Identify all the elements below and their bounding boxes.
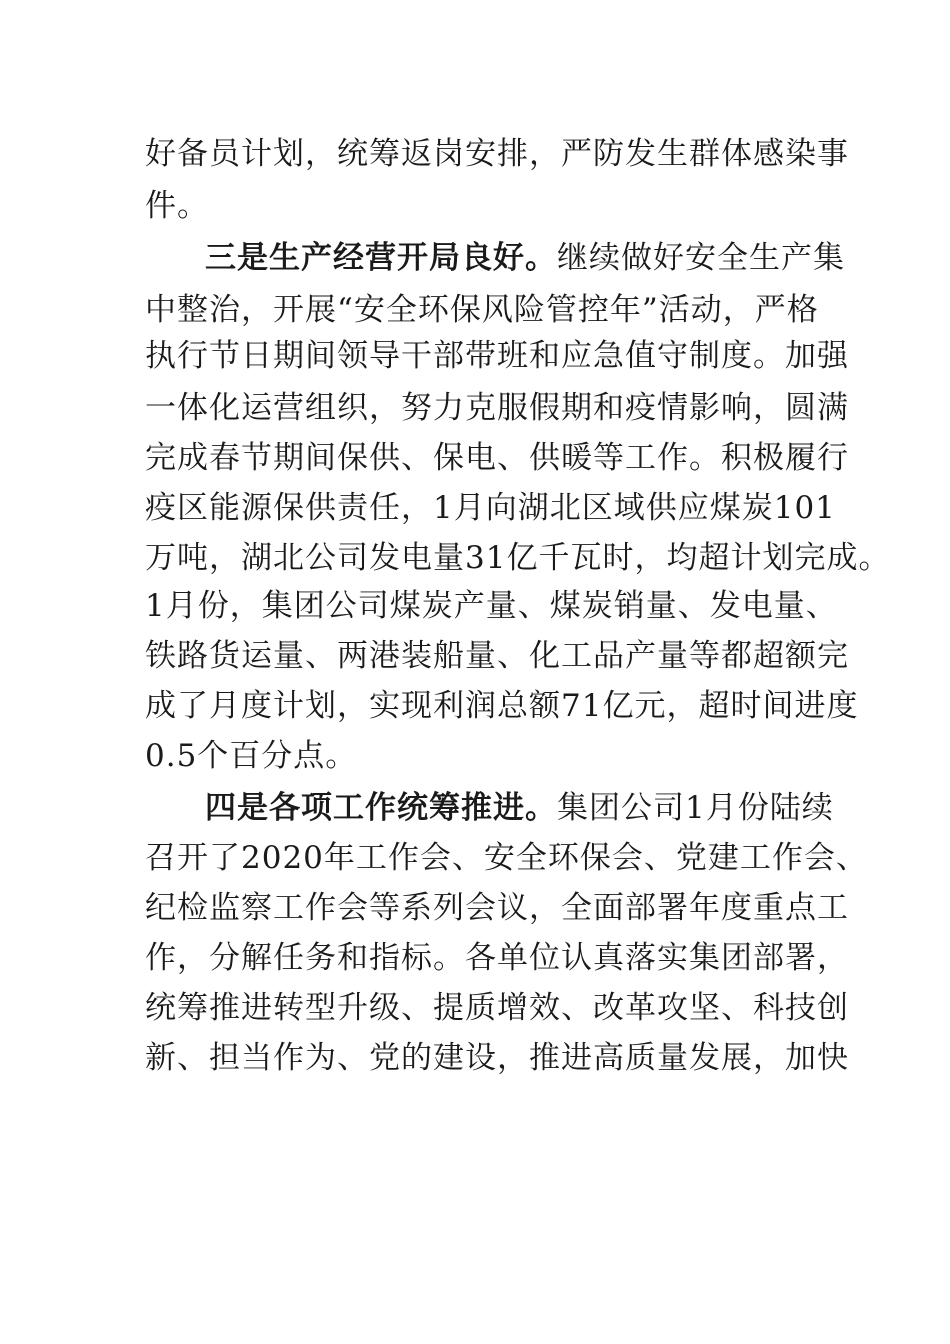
paragraph-line (145, 382, 849, 434)
paragraph-line (145, 932, 849, 984)
paragraph-line (145, 532, 891, 584)
paragraph-line (145, 832, 868, 884)
body-text: 疫区能源保供责任，1月向湖北区域供应煤炭101 (145, 490, 836, 526)
body-text: 件。 (145, 188, 209, 224)
body-text: 成了月度计划，实现利润总额71亿元，超时间进度 (145, 688, 859, 724)
body-text: 执行节日期间领导干部带班和应急值守制度。加强 (145, 338, 849, 374)
body-text: 一体化运营组织，努力克服假期和疫情影响，圆满 (145, 390, 849, 426)
paragraph-line (145, 482, 836, 534)
paragraph-line (145, 730, 815, 782)
body-text: 纪检监察工作会等系列会议，全面部署年度重点工 (145, 890, 849, 926)
body-text: 0.5个百分点。 (145, 738, 358, 774)
lead-heading: 四是各项工作统筹推进。 (205, 790, 557, 826)
body-text: 新、担当作为、党的建设，推进高质量发展，加快 (145, 1040, 849, 1076)
body-text: 铁路货运量、两港装船量、化工品产量等都超额完 (145, 638, 849, 674)
paragraph-line (145, 680, 859, 732)
paragraph-line (205, 782, 834, 834)
body-text: 作，分解任务和指标。各单位认真落实集团部署， (145, 940, 849, 976)
lead-heading: 三是生产经营开局良好。 (205, 240, 557, 276)
body-text: 召开了2020年工作会、安全环保会、党建工作会、 (145, 840, 868, 876)
paragraph-line (205, 232, 845, 284)
body-text: 统筹推进转型升级、提质增效、改革攻坚、科技创 (145, 990, 849, 1026)
body-text: 中整治，开展“安全环保风险管控年”活动，严格 (145, 292, 819, 328)
paragraph-line (145, 180, 815, 232)
paragraph-line (145, 882, 849, 934)
paragraph-line (145, 580, 838, 632)
body-text: 集团公司1月份陆续 (557, 790, 834, 826)
body-text: 1月份，集团公司煤炭产量、煤炭销量、发电量、 (145, 588, 838, 624)
paragraph-line (145, 432, 849, 484)
paragraph-line (145, 284, 819, 336)
paragraph-line (145, 630, 849, 682)
body-text: 继续做好安全生产集 (557, 240, 845, 276)
body-text: 完成春节期间保供、保电、供暖等工作。积极履行 (145, 440, 849, 476)
paragraph-line (145, 982, 849, 1034)
body-text: 好备员计划，统筹返岗安排，严防发生群体感染事 (145, 136, 849, 172)
body-text: 万吨，湖北公司发电量31亿千瓦时，均超计划完成。 (145, 540, 891, 576)
paragraph-line (145, 128, 849, 180)
paragraph-line (145, 1032, 849, 1084)
paragraph-line (145, 330, 849, 382)
